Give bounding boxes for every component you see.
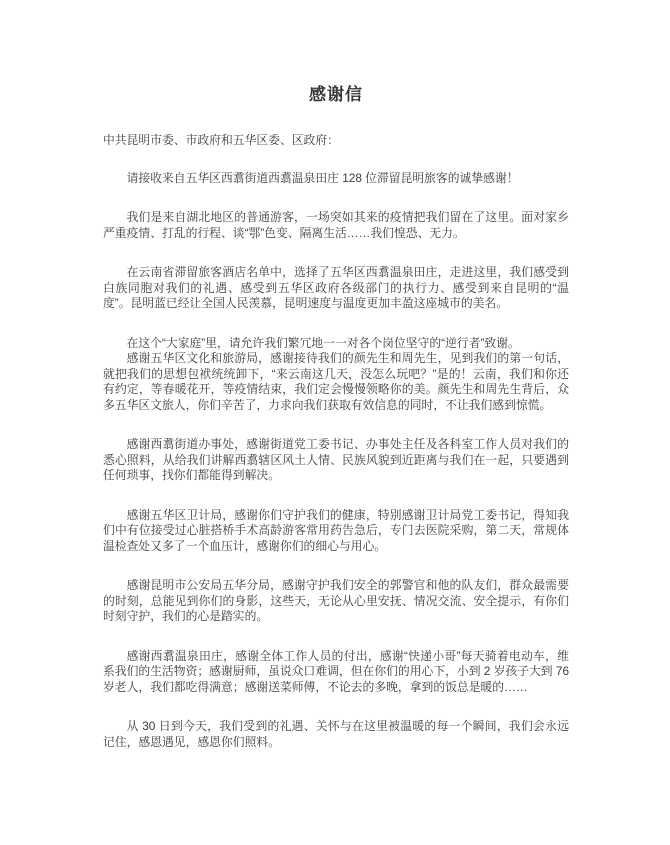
letter-paragraph-police-bureau: 感谢昆明市公安局五华分局，感谢守护我们安全的郭警官和他的队友们，群众最需要的时刻，总能见到你们的身影，这些天，无论从心里安抚、情况交流、安全提示，有你们时刻守护，我们的心是踏实的。	[103, 578, 569, 623]
letter-title: 感谢信	[309, 85, 363, 104]
letter-paragraph-culture-tourism-bureau: 感谢五华区文化和旅游局，感谢接待我们的颜先生和周先生，见到我们的第一句话，就把我们的思想包袱统统卸下，“来云南这几天，没怎么玩吧？”是的！云南，我们和你还有约定，等春暖花开，等疫情结束，我们定会慢慢领略你的美。颜先生和周先生背后，众多五华区文旅人，你们辛苦了，力求向我们获取有效信息的同时，不让我们感到惊慌。	[103, 351, 569, 412]
letter-paragraph-subdistrict-office: 感谢西翥街道办事处，感谢街道党工委书记、办事处主任及各科室工作人员对我们的悉心照料，从给我们讲解西翥辖区风土人情、民族风貌到近距离与我们在一起，只要遇到任何琐事，找你们都能得到解决。	[103, 437, 569, 482]
letter-salutation: 中共昆明市委、市政府和五华区委、区政府：	[103, 133, 339, 147]
letter-paragraph-health-bureau: 感谢五华区卫计局，感谢你们守护我们的健康，特别感谢卫计局党工委书记，得知我们中有位接受过心脏搭桥手术高龄游客常用药告急后，专门去医院采购，第二天，常规体温检查处又多了一个血压计，感谢你们的细心与用心。	[103, 507, 569, 553]
letter-paragraph-closing: 从 30 日到今天，我们受到的礼遇、关怀与在这里被温暖的每一个瞬间，我们会永远记住，感恩遇见，感恩你们照料。	[103, 719, 569, 749]
letter-paragraph-arrival: 在云南省滞留旅客酒店名单中，选择了五华区西翥温泉田庄，走进这里，我们感受到白族同胞对我们的礼遇、感受到五华区政府各级部门的执行力、感受到来自昆明的“温度”。昆明蓝已经让全国人民羡慕，昆明速度与温度更加丰盈这座城市的美名。	[103, 265, 569, 310]
letter-paragraph-background: 我们是来自湖北地区的普通游客，一场突如其来的疫情把我们留在了这里。面对家乡严重疫情、打乱的行程、谈“鄂”色变、隔离生活……我们惶恐、无力。	[103, 210, 569, 240]
letter-paragraph-family-intro: 在这个“大家庭”里，请允许我们繁冗地一一对各个岗位坚守的“逆行者”致谢。	[126, 335, 520, 350]
letter-paragraph-opening-thanks: 请接收来自五华区西翥街道西翥温泉田庄 128 位滞留昆明旅客的诚挚感谢！	[126, 170, 519, 185]
letter-paragraph-hot-spring-staff: 感谢西翥温泉田庄，感谢全体工作人员的付出，感谢“快递小哥”每天骑着电动车，维系我们的生活物资；感谢厨师，虽说众口难调，但在你们的用心下，小到 2 岁孩子大到 76 岁老人，我们都吃得满意；感谢送菜师傅，不论去的多晚，拿到的饭总是暖的……	[103, 648, 570, 694]
